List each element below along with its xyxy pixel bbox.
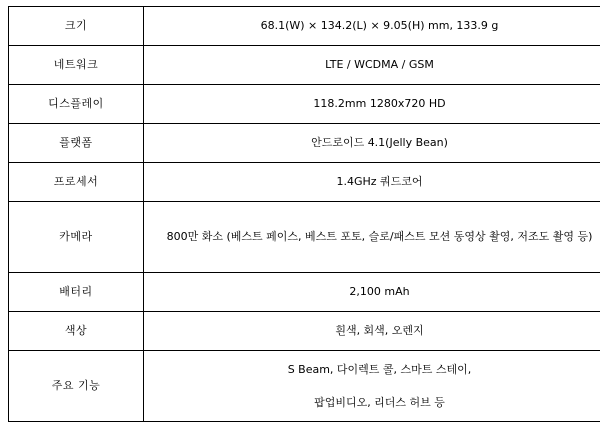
spec-value <box>144 7 600 46</box>
spec-value-line: 118.2mm 1280x720 HD <box>313 97 446 111</box>
table-row <box>9 273 600 312</box>
spec-label: 카메라 <box>9 202 144 273</box>
spec-table-container <box>8 6 591 422</box>
spec-value-line: 2,100 mAh <box>349 285 410 299</box>
spec-label: 디스플레이 <box>9 85 144 124</box>
spec-value <box>144 202 600 273</box>
spec-value-line: 68.1(W) × 134.2(L) × 9.05(H) mm, 133.9 g <box>260 19 499 33</box>
spec-value-line: LTE / WCDMA / GSM <box>325 58 434 72</box>
table-row <box>9 163 600 202</box>
spec-label: 색상 <box>9 312 144 351</box>
table-row <box>9 202 600 273</box>
table-row <box>9 85 600 124</box>
spec-value-line: 흰색, 회색, 오렌지 <box>335 324 424 338</box>
spec-value <box>144 46 600 85</box>
spec-label: 크기 <box>9 7 144 46</box>
spec-label: 프로세서 <box>9 163 144 202</box>
spec-value-line: 800만 화소 (베스트 페이스, 베스트 포토, 슬로/패스트 모션 동영상 촬영, 저조도 촬영 등) <box>166 230 593 244</box>
table-row <box>9 7 600 46</box>
spec-value-line: 1.4GHz 쿼드코어 <box>336 175 423 189</box>
spec-label: 주요 기능 <box>9 351 144 422</box>
spec-label: 배터리 <box>9 273 144 312</box>
spec-table-body <box>9 7 600 422</box>
spec-label: 플랫폼 <box>9 124 144 163</box>
spec-value <box>144 312 600 351</box>
table-row <box>9 124 600 163</box>
specification-table <box>8 6 600 422</box>
table-row <box>9 351 600 422</box>
spec-value <box>144 163 600 202</box>
spec-value-line: 팝업비디오, 리더스 허브 등 <box>314 396 445 409</box>
spec-value <box>144 273 600 312</box>
table-row <box>9 46 600 85</box>
spec-value <box>144 85 600 124</box>
table-row <box>9 312 600 351</box>
spec-value <box>144 351 600 422</box>
spec-value <box>144 124 600 163</box>
spec-value-line: S Beam, 다이렉트 콜, 스마트 스테이, <box>287 362 472 376</box>
spec-label: 네트워크 <box>9 46 144 85</box>
spec-value-line: 안드로이드 4.1(Jelly Bean) <box>311 136 448 150</box>
